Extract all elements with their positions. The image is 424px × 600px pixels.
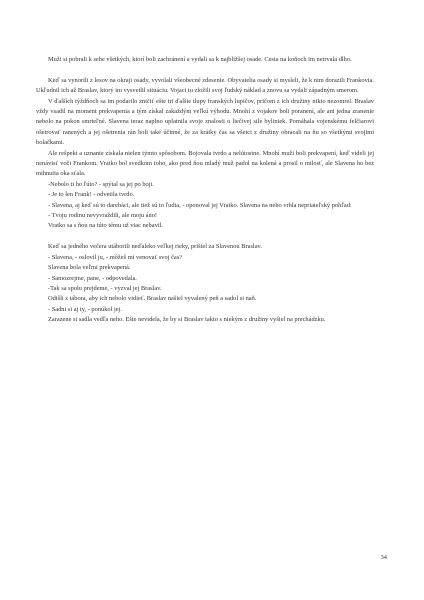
paragraph: V ďalších týždňoch sa im podarilo zničiť ešte tri ďalšie tlupy franských lupičov, pričom z ich družiny nikto nezomrel. Braslav vždy vsadil na moment prekvapenia a tým získal zakaždým veľkú výhodu. Mnohí z vojakov boli poranení, ale ani jedna zranenie nebolo na pokon smrteľné. Slavena teraz naplno uplatnila svoje znalosti o liečivej sile byliniek. Pomáhala vojenskému felčiarovi ošetrovať ranených a jej ošetrenia rán boli také účinné, že za krátky čas sa všetci z družiny obracali na ňu so všetkými svojimi bolačkami. [36,97,374,147]
paragraph: Vratko sa s ňou na túto tému už viac nebavil. [48,222,163,230]
dialogue-line: - Je to len Frank! - odvetila tvrdo. [48,191,135,199]
body-text [36,55,374,326]
paragraph: Keď sa jedného večera utáborili neďaleko veľkej rieky, prišiel za Slavenou Braslav. [48,243,262,251]
paragraph: Zarazene si sadla vedľa neho. Ešte nevidela, že by si Braslav takto s niekým z družiny vyšiel na prechádzku. [48,316,326,324]
paragraph: Keď sa vynorili z lesov na okraji osady, vyvolali všeobecné zdesenie. Obyvatelia osady si mysleli, že k nim dorazili Frankovia. Ukľudnil ich až Braslav, ktorý im vysvetlil situáciu. Vojaci tu zložili svoj ľudský náklad a znovu sa vydali západným smerom. [36,76,374,95]
dialogue-line: - Sadni si aj ty, - ponúkol jej. [48,305,122,313]
dialogue-line: - Slavena, - oslovil ju, - môžeš mi venovať svoj čas? [48,253,183,261]
dialogue-line: -Tak sa spolu prejdeme, - vyzval jej Braslav. [48,284,162,292]
paragraph: Slavena bola veľmi prekvapená. [48,264,131,272]
paragraph: Muži si pobrali k sebe všetkých, ktorí boli zachránení a vydali sa k najbližšej osade. Cesta na koňoch im netrvala dlho. [48,56,352,63]
paragraph: Odišli z tábora, aby ich nebolo vidieť. Braslav našiel vyvalený peň a sadol si naň. [48,295,257,303]
paragraph: Ale rešpekt a uznanie získala nielen týmto spôsobom. Bojovala tvrdo a nelútostne. Mnohí muži boli prekvapení, keď videli jej nenávisť voči Frankom. Vratko bol svedkom toho, ako pred ňou mladý muž padol na kolená a prosil o milosť, ale Slavena ho bez mihnutia oka sťala. [36,149,374,178]
dialogue-line: - Slavena, aj keď sú to darebáci, ale tiež sú to ľudia, - oponoval jej Vratko. Slavena na neho vrhla nepriateľský pohľad: [48,201,352,209]
dialogue-line: - Tvoju rodinu nevyvraždili, ale moju áno! [48,212,158,220]
dialogue-line: -Nebolo ti ho ľúto? - spýtal sa jej po boji. [48,180,154,188]
page-number: 34 [380,554,387,561]
dialogue-line: - Samozrejme, pane, - odpovedala. [48,274,137,282]
